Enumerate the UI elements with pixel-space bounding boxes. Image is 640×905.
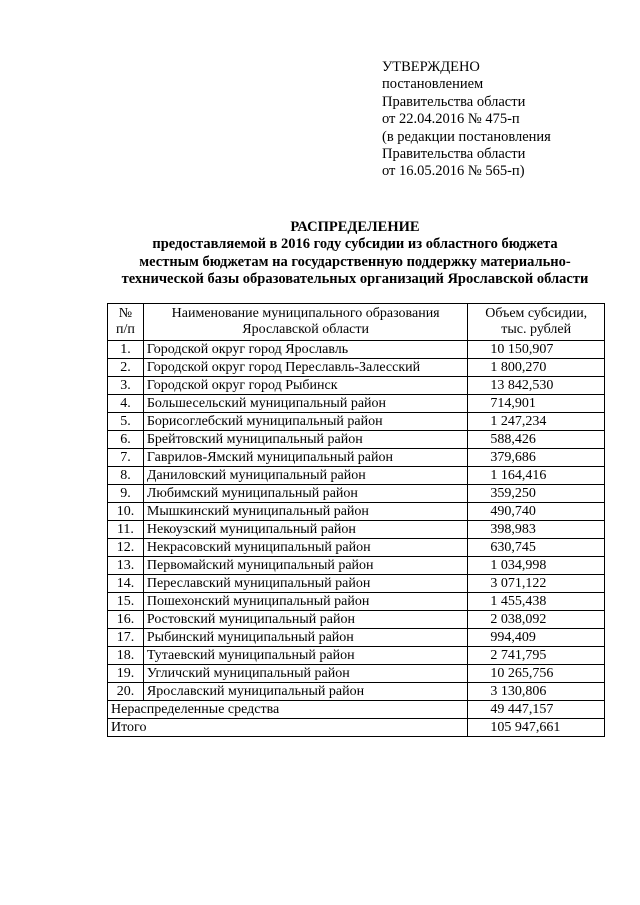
header-number-line2: п/п [116, 322, 135, 337]
table-row [108, 341, 605, 359]
row-number: 2. [108, 359, 144, 377]
table-row [108, 575, 605, 593]
row-number: 13. [108, 557, 144, 575]
row-subsidy-value: 13 842,530 [468, 377, 605, 395]
row-subsidy-value: 1 247,234 [468, 413, 605, 431]
row-number: 3. [108, 377, 144, 395]
row-municipality: Рыбинский муниципальный район [143, 629, 468, 647]
row-number: 16. [108, 611, 144, 629]
total-row [108, 719, 605, 737]
table-row [108, 683, 605, 701]
undistributed-value: 49 447,157 [468, 701, 605, 719]
table-row [108, 485, 605, 503]
row-municipality: Борисоглебский муниципальный район [143, 413, 468, 431]
row-municipality: Переславский муниципальный район [143, 575, 468, 593]
row-subsidy-value: 588,426 [468, 431, 605, 449]
row-municipality: Городской округ город Переславль-Залесский [143, 359, 468, 377]
row-number: 6. [108, 431, 144, 449]
row-subsidy-value: 994,409 [468, 629, 605, 647]
approval-line: от 16.05.2016 № 565-п) [382, 163, 525, 180]
row-subsidy-value: 359,250 [468, 485, 605, 503]
row-subsidy-value: 630,745 [468, 539, 605, 557]
row-municipality: Брейтовский муниципальный район [143, 431, 468, 449]
document-subtitle-line: технической базы образовательных организаций Ярославской области [121, 270, 589, 287]
row-subsidy-value: 379,686 [468, 449, 605, 467]
row-subsidy-value: 490,740 [468, 503, 605, 521]
total-value: 105 947,661 [468, 719, 605, 737]
row-municipality: Мышкинский муниципальный район [143, 503, 468, 521]
header-number-cell [108, 304, 144, 341]
row-municipality: Гаврилов-Ямский муниципальный район [143, 449, 468, 467]
row-municipality: Некоузский муниципальный район [143, 521, 468, 539]
approval-line: от 22.04.2016 № 475-п [382, 111, 520, 128]
table-row [108, 395, 605, 413]
row-municipality: Даниловский муниципальный район [143, 467, 468, 485]
table-row [108, 665, 605, 683]
row-subsidy-value: 398,983 [468, 521, 605, 539]
row-number: 20. [108, 683, 144, 701]
row-subsidy-value: 10 265,756 [468, 665, 605, 683]
row-number: 10. [108, 503, 144, 521]
row-subsidy-value: 10 150,907 [468, 341, 605, 359]
header-number-line1: № [118, 306, 133, 321]
row-municipality: Любимский муниципальный район [143, 485, 468, 503]
row-number: 4. [108, 395, 144, 413]
row-subsidy-value: 1 164,416 [468, 467, 605, 485]
document-heading [100, 219, 610, 288]
row-subsidy-value: 1 034,998 [468, 557, 605, 575]
row-number: 14. [108, 575, 144, 593]
row-municipality: Большесельский муниципальный район [143, 395, 468, 413]
table-row [108, 503, 605, 521]
row-subsidy-value: 1 800,270 [468, 359, 605, 377]
table-row [108, 359, 605, 377]
row-municipality: Некрасовский муниципальный район [143, 539, 468, 557]
row-number: 7. [108, 449, 144, 467]
row-subsidy-value: 3 071,122 [468, 575, 605, 593]
row-number: 18. [108, 647, 144, 665]
table-row [108, 647, 605, 665]
row-number: 5. [108, 413, 144, 431]
table-row [108, 629, 605, 647]
undistributed-row [108, 701, 605, 719]
row-number: 1. [108, 341, 144, 359]
row-number: 9. [108, 485, 144, 503]
row-municipality: Ярославский муниципальный район [143, 683, 468, 701]
document-title: РАСПРЕДЕЛЕНИЕ [290, 219, 420, 235]
table-header-row [108, 304, 605, 341]
row-subsidy-value: 2 741,795 [468, 647, 605, 665]
table-row [108, 377, 605, 395]
table-row [108, 611, 605, 629]
distribution-table [107, 303, 605, 737]
document-subtitle-line: местным бюджетам на государственную поддержку материально- [139, 253, 571, 270]
table-row [108, 431, 605, 449]
row-number: 8. [108, 467, 144, 485]
approval-line: Правительства области [382, 146, 526, 163]
table-row [108, 467, 605, 485]
approval-line: (в редакции постановления [382, 128, 551, 145]
row-subsidy-value: 1 455,438 [468, 593, 605, 611]
table-row [108, 449, 605, 467]
table-row [108, 413, 605, 431]
table-row [108, 539, 605, 557]
header-name-line2: Ярославской области [242, 322, 369, 337]
row-number: 19. [108, 665, 144, 683]
row-municipality: Первомайский муниципальный район [143, 557, 468, 575]
row-municipality: Городской округ город Ярославль [143, 341, 468, 359]
row-municipality: Тутаевский муниципальный район [143, 647, 468, 665]
total-label: Итого [108, 719, 468, 737]
row-municipality: Угличский муниципальный район [143, 665, 468, 683]
row-municipality: Городской округ город Рыбинск [143, 377, 468, 395]
approval-stamp [382, 59, 551, 181]
row-municipality: Пошехонский муниципальный район [143, 593, 468, 611]
approval-line: Правительства области [382, 93, 526, 110]
row-subsidy-value: 2 038,092 [468, 611, 605, 629]
row-municipality: Ростовский муниципальный район [143, 611, 468, 629]
header-value-cell [468, 304, 605, 341]
header-name-cell [143, 304, 468, 341]
row-number: 17. [108, 629, 144, 647]
header-value-line2: тыс. рублей [501, 322, 572, 337]
row-subsidy-value: 714,901 [468, 395, 605, 413]
approval-line: постановлением [382, 76, 484, 93]
undistributed-label: Нераспределенные средства [108, 701, 468, 719]
row-number: 11. [108, 521, 144, 539]
table-row [108, 557, 605, 575]
approval-title: УТВЕРЖДЕНО [382, 59, 480, 75]
header-name-line1: Наименование муниципального образования [171, 306, 440, 321]
document-subtitle-line: предоставляемой в 2016 году субсидии из областного бюджета [152, 236, 558, 253]
row-subsidy-value: 3 130,806 [468, 683, 605, 701]
row-number: 15. [108, 593, 144, 611]
row-number: 12. [108, 539, 144, 557]
table-row [108, 521, 605, 539]
table-row [108, 593, 605, 611]
header-value-line1: Объем субсидии, [485, 306, 588, 321]
